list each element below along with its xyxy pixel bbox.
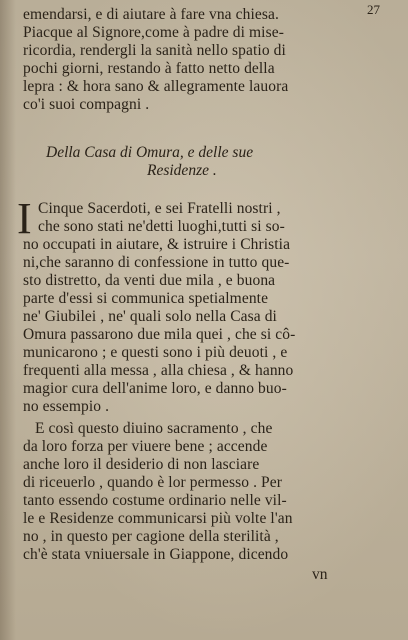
text-line: parte d'essi si communica spetialmente [23,290,269,307]
text-line: no occupati in aiutare, & istruire i Christia [23,236,291,253]
text-line: tanto essendo costume ordinario nelle vil- [23,492,287,509]
page-number: 27 [367,2,380,17]
section-heading-line: Residenze . [147,162,217,179]
text-line: pochi giorni, restando à fatto netto della [23,60,275,77]
text-line: Piacque al Signore,come à padre di mise- [23,24,284,41]
text-line: E così questo diuino sacramento , che [35,420,273,437]
text-line: di riceuerlo , quando è lor permesso . Per [23,474,283,491]
text-line: da loro forza per viuere bene ; accende [23,438,268,455]
text-line: no essempio . [23,398,110,415]
text-line: che sono stati ne'detti luoghi,tutti si so- [38,218,285,235]
text-line: Cinque Sacerdoti, e sei Fratelli nostri , [38,200,281,217]
text-line: lepra : & hora sano & allegramente lauora [23,78,289,95]
text-line: le e Residenze communicarsi più volte l'an [23,510,293,527]
text-line: magior cura dell'anime loro, e danno buo- [23,380,287,397]
text-line: ch'è stata vniuersale in Giappone, dicendo [23,546,289,563]
section-heading-line: Della Casa di Omura, e delle sue [46,144,254,161]
text-line: frequenti alla messa , alla chiesa , & hanno [23,362,294,379]
text-line: no , in questo per cagione della sterilità , [23,528,279,545]
drop-capital: I [17,194,32,243]
text-line: sto distretto, da venti due mila , e buona [23,272,276,289]
text-line: municarono ; e questi sono i più deuoti , e [23,344,288,361]
text-line: ne' Giubilei , ne' quali solo nella Casa di [23,308,277,325]
catchword: vn [312,566,328,583]
text-line: co'i suoi compagni . [23,96,150,113]
text-line: Omura passarono due mila quei , che si cô- [23,326,296,343]
text-line: anche loro il desiderio di non lasciare [23,456,260,473]
text-line: ricordia, rendergli la sanità nello spatio di [23,42,286,59]
text-line: emendarsi, e di aiutare à fare vna chiesa. [23,6,279,23]
text-line: ni,che saranno di confessione in tutto que- [23,254,290,271]
